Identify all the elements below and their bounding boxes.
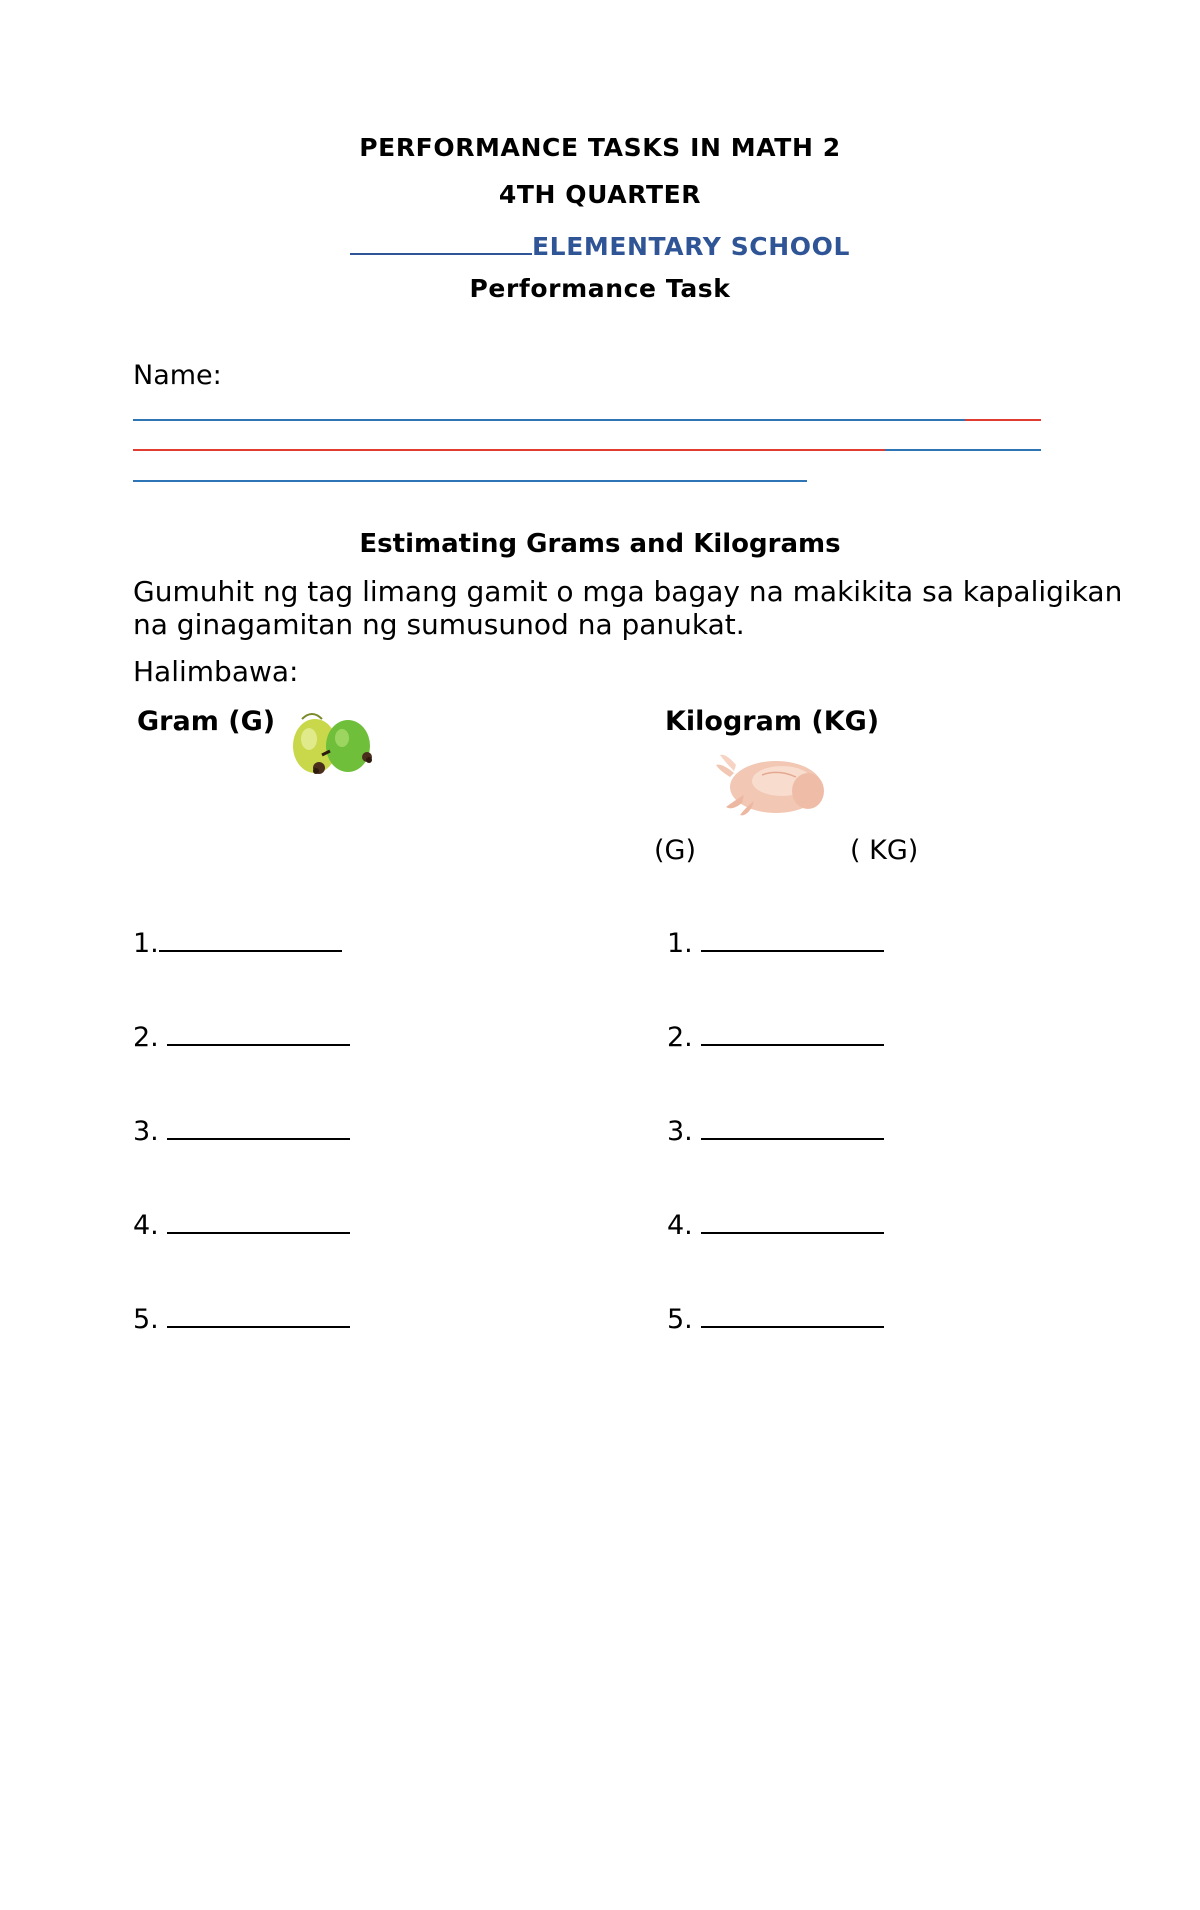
sub-label-kg: ( KG) [850,835,919,866]
sub-label-g: (G) [654,835,696,866]
gram-answer-number: 1. [133,928,159,959]
kilogram-answer-number: 4. [667,1210,693,1241]
gram-answer-number: 4. [133,1210,159,1241]
gram-label: Gram (G) [137,706,276,737]
gram-answer-row-3 [133,1116,350,1147]
quarter-heading [0,180,1200,209]
name-line-1-blue[interactable] [133,419,965,421]
kilogram-answer-blank[interactable] [701,1022,884,1046]
name-line-3-blue[interactable] [133,480,807,482]
kilogram-label: Kilogram (KG) [665,706,880,737]
gram-answer-row-4 [133,1210,350,1241]
instructions-line-1: Gumuhit ng tag limang gamit o mga bagay na makikita sa kapaligikan [133,575,1123,608]
name-label: Name: [133,360,222,391]
example-label: Halimbawa: [133,655,299,688]
page-title-text: PERFORMANCE TASKS IN MATH 2 [359,133,841,162]
school-name-suffix: ELEMENTARY SCHOOL [531,232,851,261]
gram-answer-blank[interactable] [167,1022,350,1046]
kilogram-answer-number: 2. [667,1022,693,1053]
name-line-1-red [965,419,1041,421]
kilogram-answer-blank[interactable] [701,928,884,952]
instructions-line-2: na ginagamitan ng sumusunod na panukat. [133,608,745,641]
kilogram-answer-row-4 [667,1210,884,1241]
gram-answer-number: 3. [133,1116,159,1147]
school-name-blank[interactable] [350,227,532,255]
activity-heading-text: Estimating Grams and Kilograms [359,529,841,559]
kilogram-answer-row-2 [667,1022,884,1053]
quarter-heading-text: 4TH QUARTER [498,180,702,209]
raw-chicken-image [712,745,830,820]
name-line-2-red[interactable] [133,449,885,451]
gram-answer-number: 5. [133,1304,159,1335]
gram-answer-blank[interactable] [167,1304,350,1328]
gram-answer-row-5 [133,1304,350,1335]
kilogram-answer-row-5 [667,1304,884,1335]
gram-answer-number: 2. [133,1022,159,1053]
kilogram-answer-number: 1. [667,928,693,959]
activity-heading [0,529,1200,559]
kilogram-answer-row-1 [667,928,884,959]
task-heading-text: Performance Task [469,274,731,303]
kilogram-answer-number: 3. [667,1116,693,1147]
kilogram-answer-blank[interactable] [701,1304,884,1328]
gram-answer-blank[interactable] [167,1116,350,1140]
gram-answer-row-2 [133,1022,350,1053]
task-heading [0,274,1200,303]
gram-answer-blank[interactable] [159,928,342,952]
school-name-line [0,227,1200,261]
kilogram-answer-blank[interactable] [701,1116,884,1140]
gram-answer-row-1 [133,928,342,959]
name-line-2-blue [885,449,1041,451]
page-title [0,133,1200,162]
kilogram-answer-number: 5. [667,1304,693,1335]
kilogram-answer-blank[interactable] [701,1210,884,1234]
kilogram-answer-row-3 [667,1116,884,1147]
gram-answer-blank[interactable] [167,1210,350,1234]
guava-fruit-image [282,705,382,785]
